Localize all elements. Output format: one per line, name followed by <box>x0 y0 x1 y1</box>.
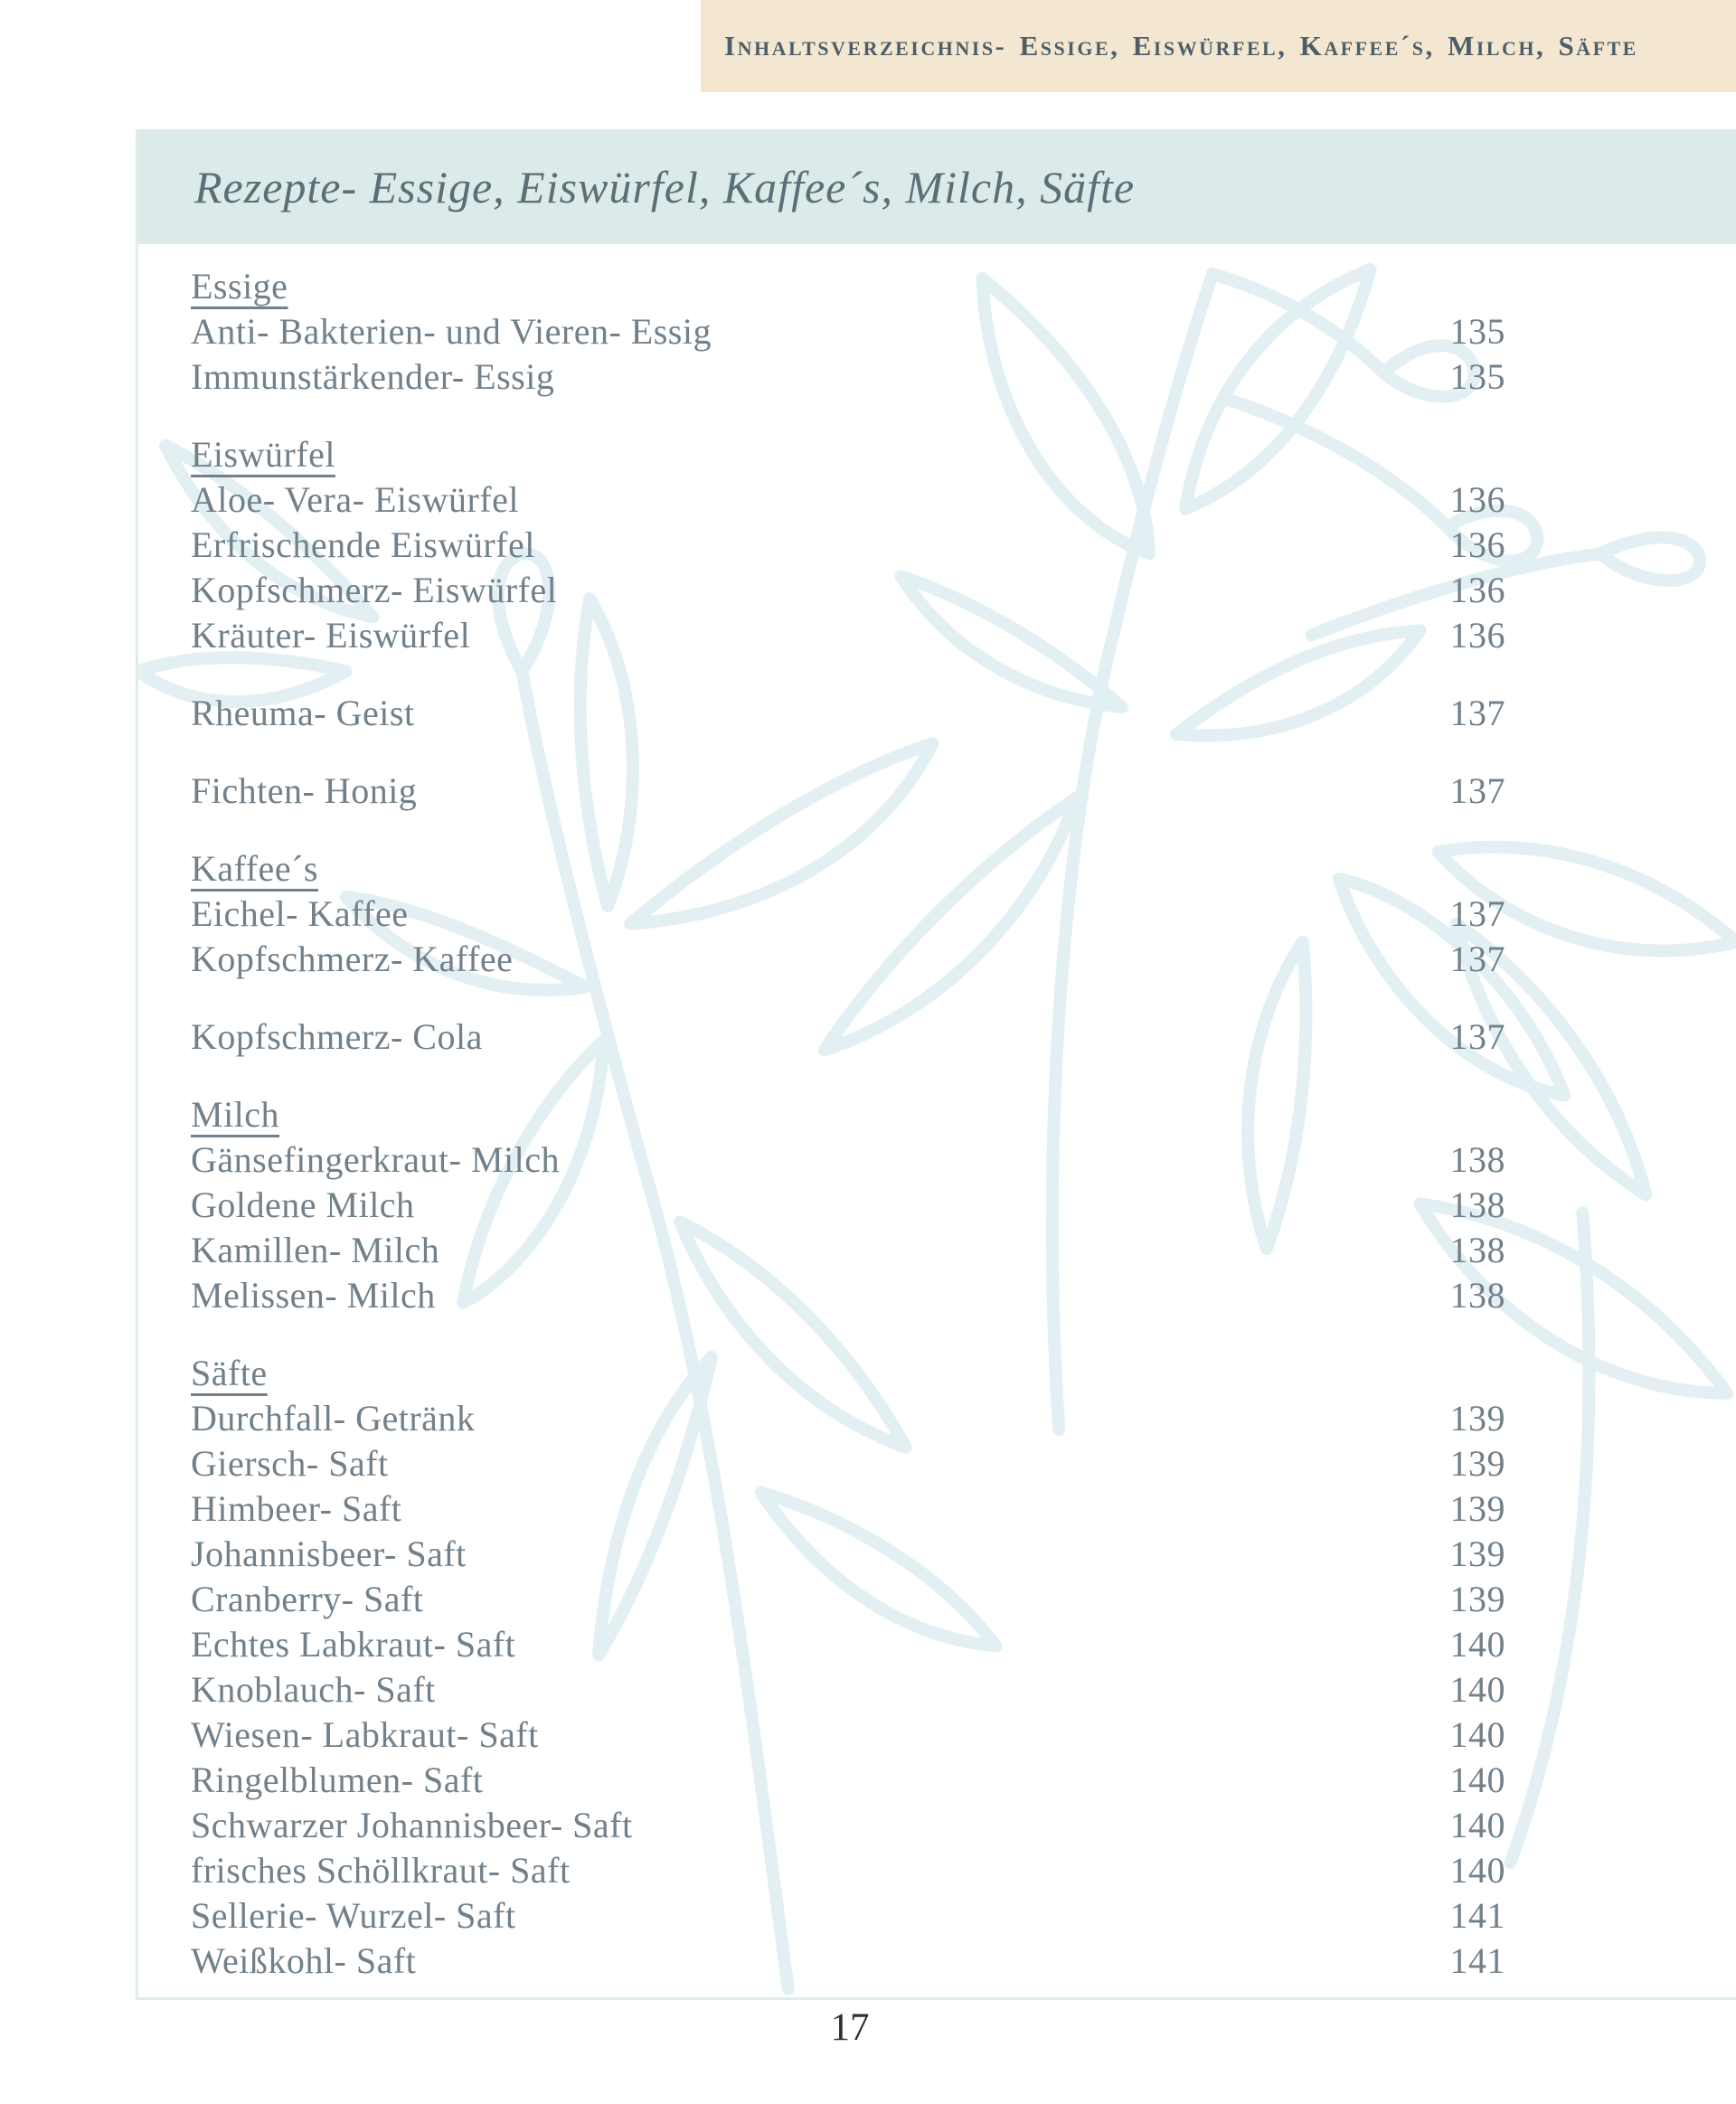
toc-entry <box>191 1848 1505 1893</box>
toc-entry <box>191 1486 1505 1532</box>
toc-entry <box>191 1577 1505 1622</box>
toc-entry <box>191 1014 1505 1060</box>
toc-entry-label: Kamillen- Milch <box>191 1230 440 1270</box>
toc-entry <box>191 354 1505 400</box>
toc-entry-page: 138 <box>1449 1184 1505 1225</box>
toc-entry-label: Kopfschmerz- Eiswürfel <box>191 570 558 610</box>
toc-entry-page: 138 <box>1449 1275 1505 1316</box>
toc-entry-page: 141 <box>1449 1940 1505 1981</box>
toc-entry <box>191 1758 1505 1803</box>
content-panel <box>136 129 1736 2000</box>
toc-entry <box>191 523 1505 568</box>
toc-section-heading: Eiswürfel <box>191 434 336 475</box>
toc-entry-label: Johannisbeer- Saft <box>191 1533 467 1574</box>
toc-entry <box>191 1441 1505 1486</box>
toc-entry-label: Gänsefingerkraut- Milch <box>191 1139 561 1180</box>
toc-entry-label: Cranberry- Saft <box>191 1579 424 1619</box>
toc-entry-label: Knoblauch- Saft <box>191 1669 436 1710</box>
toc-entry-label: Immunstärkender- Essig <box>191 356 555 397</box>
toc-section <box>191 691 1505 736</box>
toc-entry-label: Eichel- Kaffee <box>191 893 409 934</box>
toc-entry-page: 139 <box>1449 1579 1505 1619</box>
toc-entry <box>191 1893 1505 1939</box>
toc-entry <box>191 1137 1505 1183</box>
toc-entry <box>191 1396 1505 1441</box>
toc-entry-label: Wiesen- Labkraut- Saft <box>191 1714 539 1755</box>
toc-entry-label: Melissen- Milch <box>191 1275 436 1316</box>
toc-entry-page: 136 <box>1449 524 1505 565</box>
toc-entry <box>191 613 1505 658</box>
toc-entry-label: Ringelblumen- Saft <box>191 1760 484 1800</box>
toc-entry-label: Weißkohl- Saft <box>191 1940 417 1981</box>
toc-entry-label: Erfrischende Eiswürfel <box>191 524 535 565</box>
toc-entry <box>191 568 1505 613</box>
toc-entry <box>191 1712 1505 1758</box>
toc-entry <box>191 1273 1505 1318</box>
banner-title: Inhaltsverzeichnis- Essige, Eiswürfel, Kaffee´s, Milch, Säfte <box>724 30 1638 61</box>
toc-entry-label: Rheuma- Geist <box>191 693 415 733</box>
toc-entry <box>191 1532 1505 1577</box>
toc-entry-label: Aloe- Vera- Eiswürfel <box>191 479 519 520</box>
toc-entry-label: Kopfschmerz- Kaffee <box>191 939 514 979</box>
toc-entry-label: Durchfall- Getränk <box>191 1398 476 1439</box>
toc-entry-page: 137 <box>1449 770 1505 811</box>
header-banner <box>701 0 1736 92</box>
toc-entry-page: 135 <box>1449 311 1505 352</box>
toc-entry-label: Sellerie- Wurzel- Saft <box>191 1895 516 1936</box>
toc-entry-page: 141 <box>1449 1895 1505 1936</box>
toc-entry-page: 136 <box>1449 479 1505 520</box>
toc-entry-label: Kopfschmerz- Cola <box>191 1016 483 1057</box>
toc-section-heading: Säfte <box>191 1353 268 1393</box>
toc-entry-page: 137 <box>1449 893 1505 934</box>
toc-section <box>191 769 1505 814</box>
toc-section <box>191 1014 1505 1060</box>
toc-entry-page: 140 <box>1449 1669 1505 1710</box>
section-title-band <box>138 129 1736 244</box>
page-title: Rezepte- Essige, Eiswürfel, Kaffee´s, Milch, Säfte <box>194 161 1136 212</box>
toc-entry-label: Giersch- Saft <box>191 1443 389 1484</box>
toc-section <box>191 1092 1505 1318</box>
toc-entry-label: Schwarzer Johannisbeer- Saft <box>191 1805 633 1845</box>
toc-entry-page: 139 <box>1449 1398 1505 1439</box>
toc-entry <box>191 1939 1505 1984</box>
toc-entry <box>191 691 1505 736</box>
toc-entry <box>191 1228 1505 1273</box>
toc-entry <box>191 477 1505 523</box>
toc-entry <box>191 1803 1505 1848</box>
toc-section-heading: Kaffee´s <box>191 848 318 889</box>
toc-entry <box>191 1667 1505 1712</box>
toc-entry-page: 136 <box>1449 615 1505 656</box>
toc-entry-page: 136 <box>1449 570 1505 610</box>
toc-entry-label: Himbeer- Saft <box>191 1488 402 1529</box>
toc-entry <box>191 1183 1505 1228</box>
toc-entry <box>191 937 1505 982</box>
toc-section-heading: Milch <box>191 1094 280 1135</box>
toc-section-heading: Essige <box>191 266 288 307</box>
toc-section <box>191 1351 1505 1984</box>
toc-section <box>191 432 1505 658</box>
toc-entry-page: 137 <box>1449 939 1505 979</box>
toc-entry-label: Echtes Labkraut- Saft <box>191 1624 516 1665</box>
toc-section <box>191 846 1505 982</box>
toc-entry-label: Fichten- Honig <box>191 770 418 811</box>
toc-entry-page: 139 <box>1449 1488 1505 1529</box>
table-of-contents <box>138 244 1736 1997</box>
toc-entry-page: 140 <box>1449 1850 1505 1891</box>
toc-entry-page: 135 <box>1449 356 1505 397</box>
toc-entry-page: 138 <box>1449 1230 1505 1270</box>
toc-entry <box>191 1622 1505 1667</box>
toc-entry-page: 140 <box>1449 1760 1505 1800</box>
toc-entry-page: 137 <box>1449 1016 1505 1057</box>
toc-entry-label: Kräuter- Eiswürfel <box>191 615 471 656</box>
toc-entry-page: 139 <box>1449 1443 1505 1484</box>
toc-entry-page: 137 <box>1449 693 1505 733</box>
toc-entry-page: 140 <box>1449 1714 1505 1755</box>
toc-entry-label: Goldene Milch <box>191 1184 415 1225</box>
toc-entry-page: 138 <box>1449 1139 1505 1180</box>
toc-entry <box>191 892 1505 937</box>
toc-section <box>191 264 1505 400</box>
toc-entry-page: 140 <box>1449 1624 1505 1665</box>
toc-entry-page: 139 <box>1449 1533 1505 1574</box>
toc-entry-page: 140 <box>1449 1805 1505 1845</box>
toc-entry <box>191 769 1505 814</box>
page-number: 17 <box>830 2006 870 2049</box>
toc-entry <box>191 309 1505 354</box>
toc-entry-label: Anti- Bakterien- und Vieren- Essig <box>191 311 712 352</box>
toc-entry-label: frisches Schöllkraut- Saft <box>191 1850 571 1891</box>
